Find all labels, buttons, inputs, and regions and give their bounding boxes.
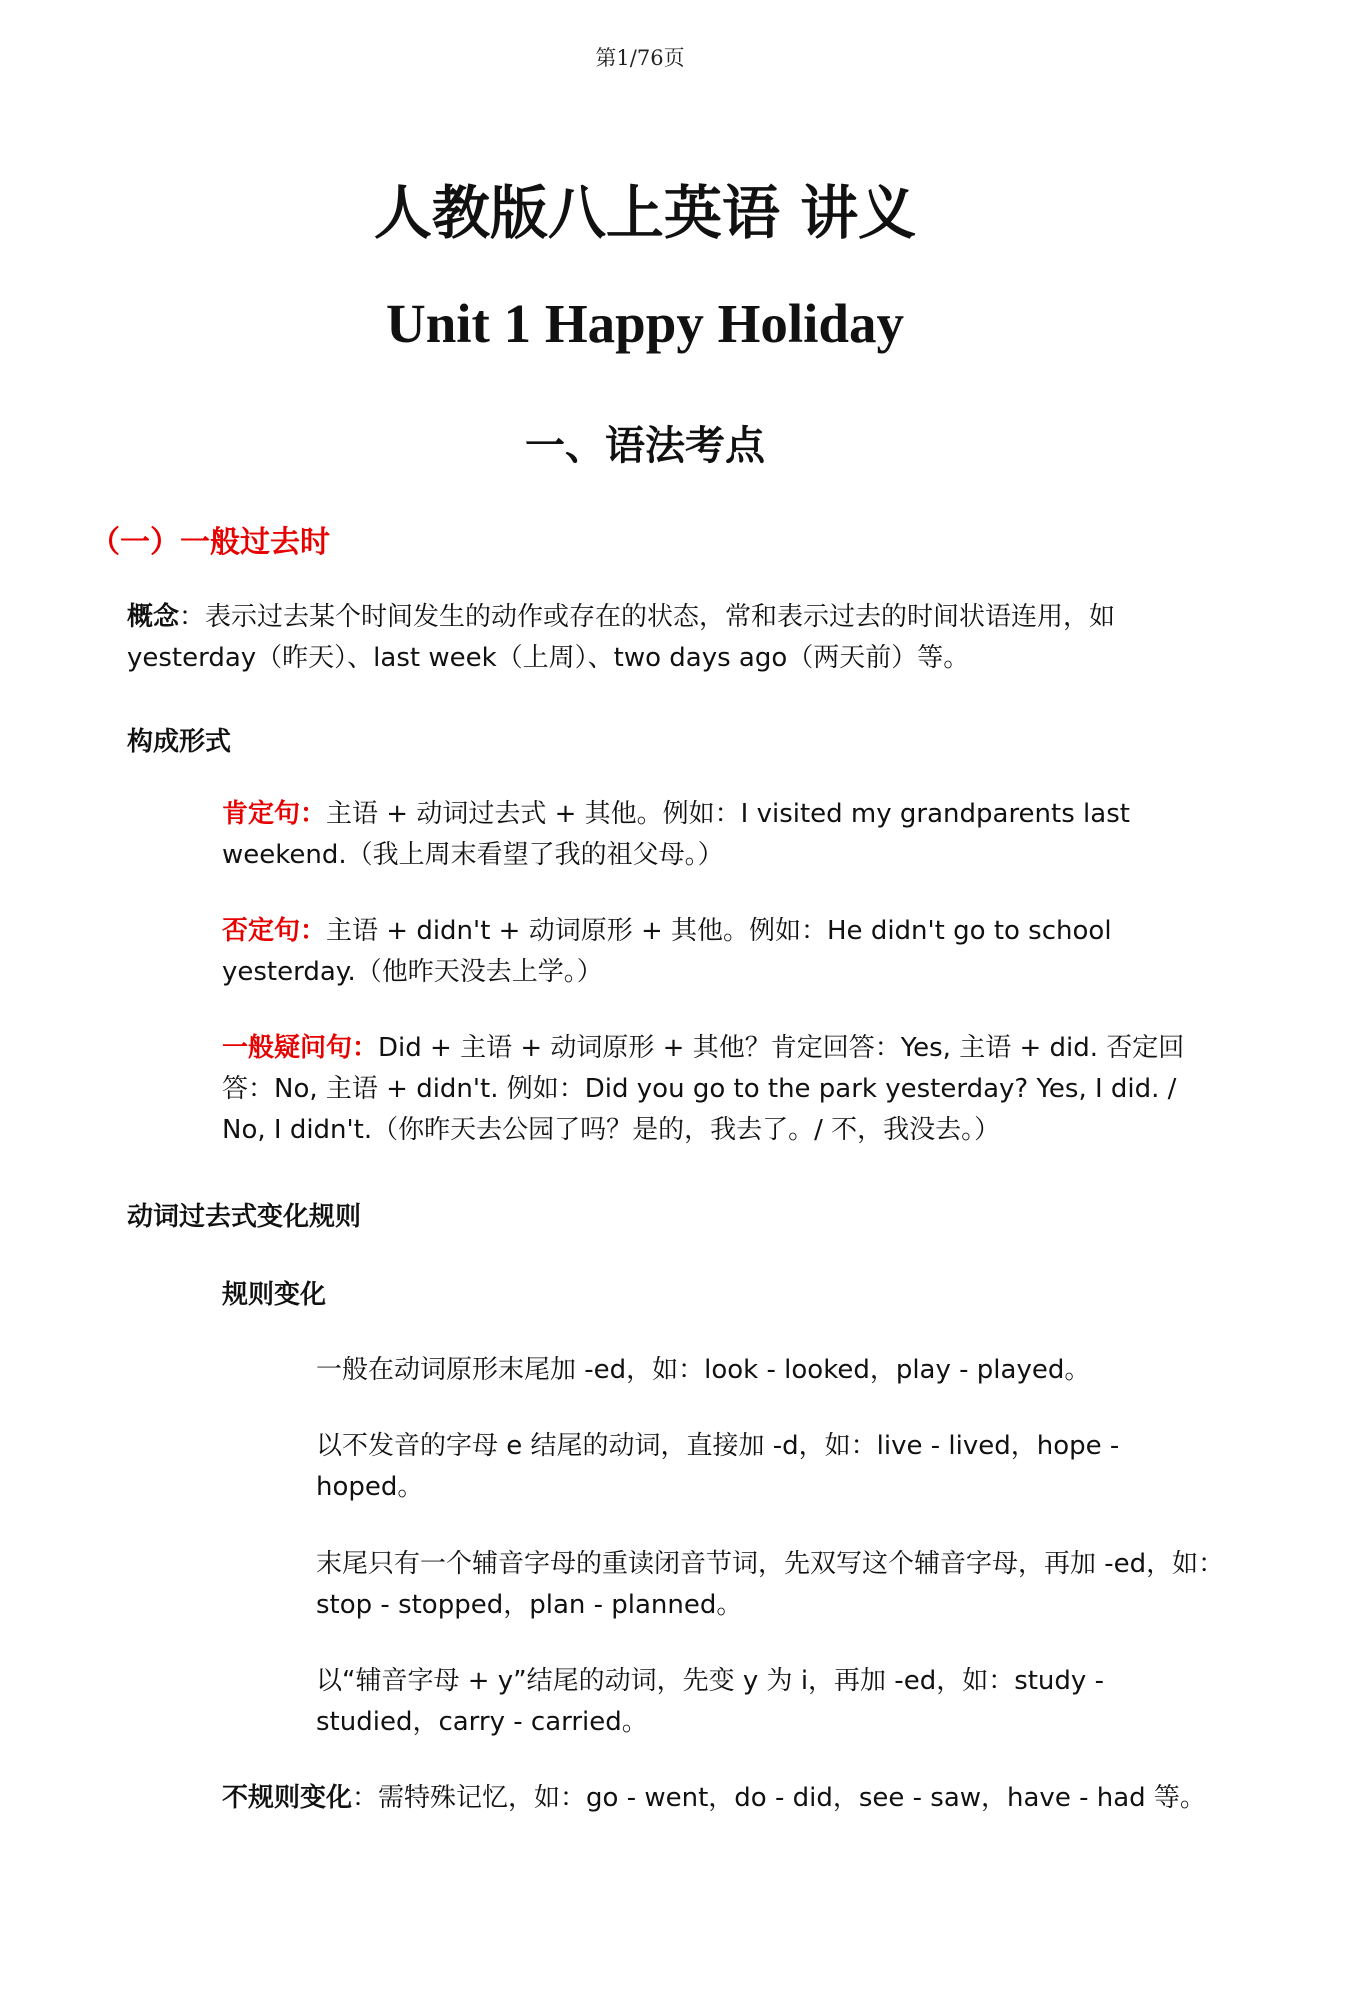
section-title: 一、语法考点 xyxy=(525,422,765,469)
irregular-text: ：需特殊记忆，如：go - went，do - did，see - saw，have - had 等。 xyxy=(352,1783,1206,1813)
form-label: 肯定句： xyxy=(222,799,327,829)
regular-rule: 末尾只有一个辅音字母的重读闭音节词，先双写这个辅音字母，再加 -ed，如：stop - stopped，plan - planned。 xyxy=(316,1549,1225,1620)
document-title: 人教版八上英语 讲义 xyxy=(373,179,917,247)
subsection-title: （一）一般过去时 xyxy=(90,525,330,560)
form-affirmative xyxy=(222,794,1222,876)
form-label: 否定句： xyxy=(222,916,327,946)
regular-rule: 一般在动词原形末尾加 -ed，如：look - looked，play - played。 xyxy=(316,1355,1091,1385)
form-heading: 构成形式 xyxy=(127,727,232,757)
form-text: Did + 主语 + 动词原形 + 其他？肯定回答：Yes, 主语 + did. 否定回答：No, 主语 + didn't. 例如：Did you go to the park yesterday? Yes, I did. / No, I didn't.（你昨天去公园了吗？是的，我去了。/ 不，我没去。） xyxy=(222,1033,1185,1145)
regular-rule: 以不发音的字母 e 结尾的动词，直接加 -d，如：live - lived，hope - hoped。 xyxy=(316,1431,1120,1502)
concept-paragraph xyxy=(127,597,1217,679)
form-text: 主语 + 动词过去式 + 其他。例如：I visited my grandparents last weekend.（我上周末看望了我的祖父母。） xyxy=(222,799,1130,870)
concept-text: ：表示过去某个时间发生的动作或存在的状态，常和表示过去的时间状语连用，如 yesterday（昨天）、last week（上周）、two days ago（两天前）等。 xyxy=(127,602,1116,673)
form-text: 主语 + didn't + 动词原形 + 其他。例如：He didn't go to school yesterday.（他昨天没去上学。） xyxy=(222,916,1112,987)
form-negative xyxy=(222,911,1222,993)
regular-heading: 规则变化 xyxy=(222,1280,327,1310)
form-question xyxy=(222,1028,1222,1151)
unit-title: Unit 1 Happy Holiday xyxy=(385,293,905,354)
rules-heading: 动词过去式变化规则 xyxy=(127,1202,362,1232)
irregular-paragraph xyxy=(222,1778,1232,1819)
regular-rule: 以“辅音字母 + y”结尾的动词，先变 y 为 i，再加 -ed，如：study - studied，carry - carried。 xyxy=(316,1666,1104,1737)
page-number: 第1/76页 xyxy=(595,46,685,70)
irregular-label: 不规则变化 xyxy=(222,1783,353,1813)
form-label: 一般疑问句： xyxy=(222,1033,379,1063)
concept-label: 概念 xyxy=(127,602,180,632)
